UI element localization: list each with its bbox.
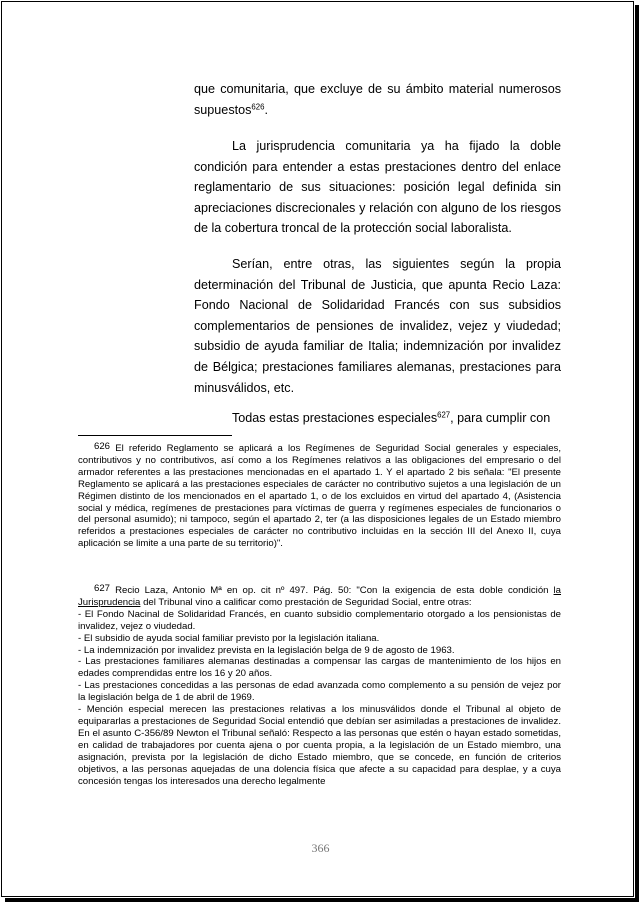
footnote-list-item: - Mención especial merecen las prestaciones relativas a los minusválidos donde el Tribunal al objeto de equipararlas a prestaciones de Seguridad Social entendió que debían ser asimiladas a prestaciones de invalidez. En el asunto C-356/89 Newton el Tribunal señaló: Respecto a las personas que estén o hayan estado sometidas, en calidad de trabajadores por cuenta ajena o por cuenta propia, a la legislación de un Estado miembro, una asignación, prevista por la legislación de dicho Estado miembro, que se concede, en función de criterios objetivos, a las personas aquejadas de una dolencia física que afecte a su capacidad para desplae, y a cuya concesión tengas los interesados una derecho legalmente	[78, 704, 561, 787]
footnote-list-item: - Las prestaciones concedidas a las personas de edad avanzada como complemento a su pensión de vejez por la legislación belga de 1 de abril de 1969.	[78, 680, 561, 704]
footnote-text: El referido Reglamento se aplicará a los Regímenes de Seguridad Social generales y especiales, contributivos y no contributivos, así como a los Regímenes relativos a las obligaciones del empresario o del armador referentes a las prestaciones mencionadas en el apartado 1. Y el apartado 2 bis señala: "El presente Reglamento se aplicará a las prestaciones especiales de carácter no contributivo sujetos a una legislación de un Régimen distinto de los mencionados en el apartado 1, o de los excluidos en virtud del apartado 4, (Asistencia social y médica, regímenes de prestaciones para víctimas de guerra y regímenes especiales de funcionarios o del personal asumido); ni tampoco, según el apartado 2, ter (a las disposiciones legales de un Estado miembro referidos a prestaciones especiales de carácter no contributivo incluidas en la sección III del Anexo II, cuya aplicación se limite a una parte de su territorio)".	[78, 443, 561, 550]
body-paragraph-3	[194, 254, 561, 398]
footnote-intro: Recio Laza, Antonio Mª en op. cit nº 497. Pág. 50: "Con la exigencia de esta doble condición	[115, 585, 554, 596]
body-text-end: .	[264, 102, 268, 117]
body-paragraph-4	[194, 408, 561, 429]
footnote-list-item: - Las prestaciones familiares alemanas destinadas a compensar las cargas de mantenimiento de los hijos en edades comprendidas entre los 16 y 20 años.	[78, 656, 561, 680]
page-number: 366	[311, 841, 330, 855]
footnote-627	[78, 583, 561, 787]
body-text: La jurisprudencia comunitaria ya ha fijado la doble condición para entender a estas prestaciones dentro del enlace reglamentario de sus situaciones: posición legal definida sin apreciaciones discrecionales y relación con alguno de los riesgos de la cobertura troncal de la protección social laboralista.	[194, 139, 561, 236]
footnote-number: 627	[94, 583, 111, 594]
footnote-list-item: - El subsidio de ayuda social familiar previsto por la legislación italiana.	[78, 632, 380, 644]
footnote-ref-626[interactable]: 626	[251, 102, 265, 112]
footnote-list-item: - La indemnización por invalidez prevista en la legislación belga de 9 de agosto de 1963.	[78, 644, 455, 656]
page-shadow-right	[635, 5, 639, 902]
footnote-number: 626	[94, 441, 111, 452]
body-text: que comunitaria, que excluye de su ámbito material numerosos supuestos	[194, 82, 561, 117]
footnote-list-item: - El Fondo Nacinal de Solidaridad Francés, en cuanto subsidio complementario otorgado a los pensionistas de invalidez, vejez o viudedad.	[78, 608, 561, 632]
footnote-626	[78, 441, 561, 550]
footnote-intro-cont: del Tribunal vino a calificar como prestación de Seguridad Social, entre otras:	[140, 596, 472, 608]
body-paragraph-2	[194, 136, 561, 239]
body-text: Todas estas prestaciones especiales	[232, 411, 438, 425]
footnote-separator	[78, 435, 232, 436]
page-shadow-bottom	[5, 898, 639, 902]
body-text-end: , para cumplir con	[450, 411, 551, 425]
body-paragraph-1	[194, 79, 561, 120]
footnote-ref-627[interactable]: 627	[437, 410, 451, 420]
footnote-underlined-word: Jurisprudencia	[78, 596, 141, 608]
body-text: Serían, entre otras, las siguientes según la propia determinación del Tribunal de Justicia, que apunta Recio Laza: Fondo Nacional de Solidaridad Francés con sus subsidios complementarios de pensiones de invalidez, vejez y viudedad; subsidio de ayuda familiar de Italia; indemnización por invalidez de Bélgica; prestaciones familiares alemanas, prestaciones para minusválidos, etc.	[194, 257, 561, 395]
footnote-underlined-word: la	[553, 585, 562, 596]
